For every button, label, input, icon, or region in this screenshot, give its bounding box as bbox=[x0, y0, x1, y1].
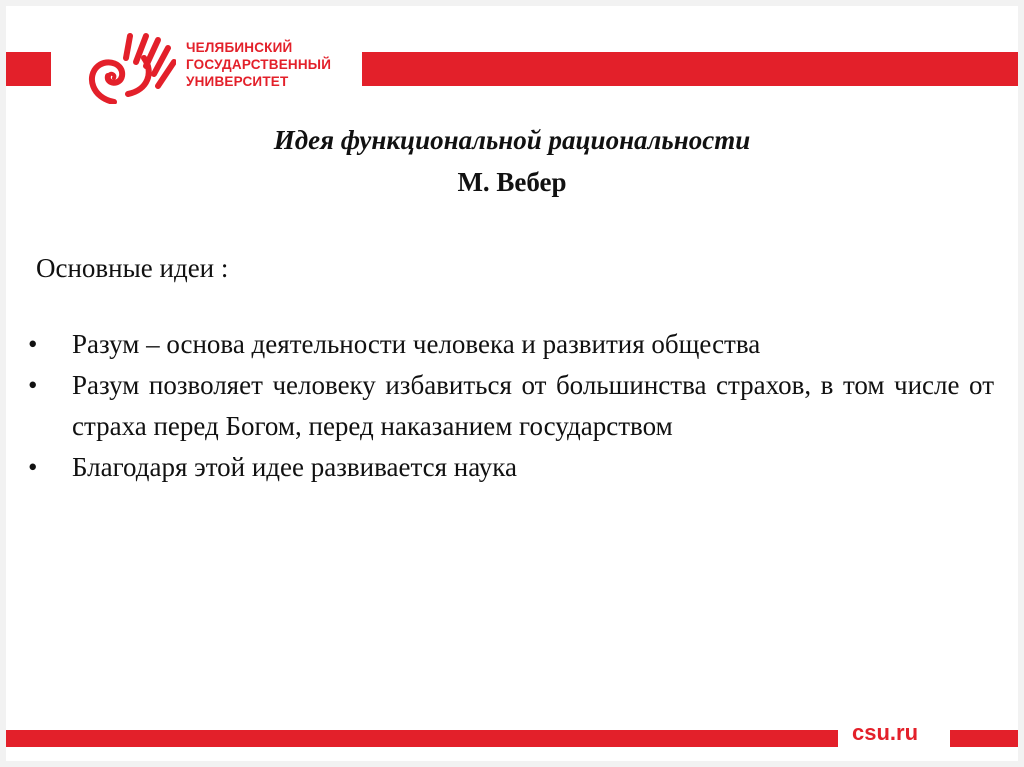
site-link[interactable]: csu.ru bbox=[852, 720, 919, 745]
university-name bbox=[186, 39, 331, 90]
header-bar-left bbox=[6, 52, 51, 86]
footer-bar-right bbox=[950, 730, 1018, 747]
bullet-item bbox=[28, 324, 994, 365]
slide-title: Идея функциональной рациональности bbox=[273, 125, 751, 155]
bullet-text: Разум позволяет человеку избавиться от большинства страхов, в том числе от страха перед Богом, перед наказанием государством bbox=[72, 370, 994, 441]
bullet-text: Разум – основа деятельности человека и развития общества bbox=[72, 329, 761, 359]
bullet-list bbox=[28, 324, 994, 488]
bullet-icon: • bbox=[28, 370, 38, 400]
slide-subtitle: М. Вебер bbox=[457, 167, 567, 197]
university-name-line: ГОСУДАРСТВЕННЫЙ bbox=[186, 57, 332, 72]
university-logo-icon bbox=[84, 32, 176, 104]
bullet-item bbox=[28, 447, 994, 488]
bullet-text: Благодаря этой идее развивается наука bbox=[72, 452, 517, 482]
slide bbox=[6, 6, 1018, 761]
university-name-line: УНИВЕРСИТЕТ bbox=[186, 74, 289, 89]
footer-bar-left bbox=[6, 730, 838, 747]
intro-text: Основные идеи : bbox=[36, 253, 229, 283]
university-name-line: ЧЕЛЯБИНСКИЙ bbox=[186, 40, 293, 55]
bullet-icon: • bbox=[28, 329, 38, 359]
bullet-item bbox=[28, 365, 994, 447]
bullet-icon: • bbox=[28, 452, 38, 482]
header-bar-right bbox=[362, 52, 1018, 86]
